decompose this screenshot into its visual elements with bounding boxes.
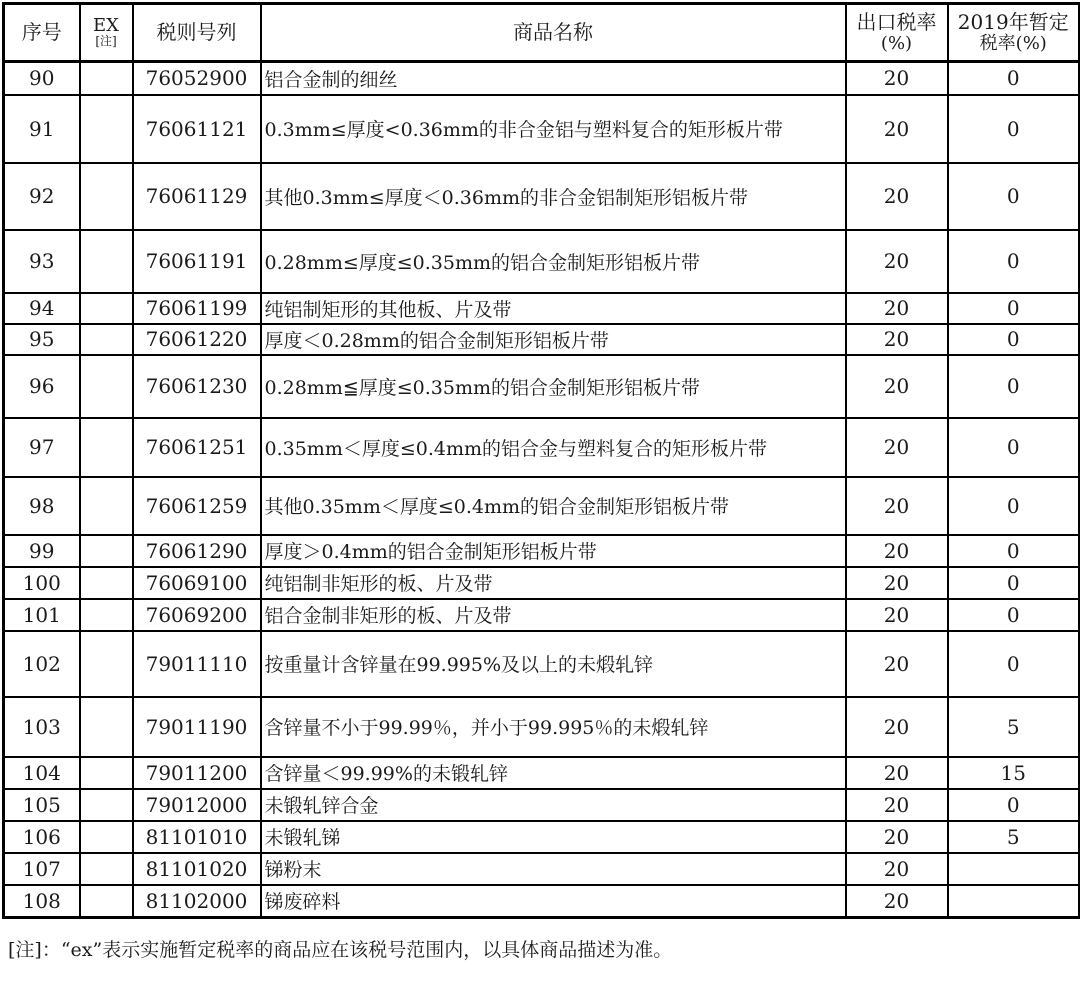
row-export-rate: 20	[846, 293, 948, 324]
row-ex	[80, 293, 133, 324]
header-serial-number-label: 序号	[21, 20, 62, 44]
row-export-rate: 20	[846, 418, 948, 477]
header-serial-number	[4, 4, 80, 62]
row-serial-number: 96	[4, 355, 80, 418]
row-ex	[80, 324, 133, 355]
header-product-name	[261, 4, 846, 62]
row-serial-number: 101	[4, 599, 80, 631]
row-provisional-rate: 15	[948, 757, 1080, 789]
table-row	[4, 885, 1080, 918]
table-row	[4, 821, 1080, 853]
row-export-rate: 20	[846, 853, 948, 885]
row-product-name: 未锻轧锌合金	[261, 789, 846, 821]
row-product-name: 其他0.35mm＜厚度≤0.4mm的铝合金制矩形铝板片带	[261, 477, 846, 535]
row-export-rate: 20	[846, 757, 948, 789]
row-export-rate: 20	[846, 821, 948, 853]
table-row	[4, 757, 1080, 789]
header-ex-label: EX	[93, 14, 119, 36]
row-serial-number: 95	[4, 324, 80, 355]
row-product-name: 0.3mm≤厚度<0.36mm的非合金铝与塑料复合的矩形板片带	[261, 95, 846, 163]
row-ex	[80, 697, 133, 757]
row-product-name: 含锌量不小于99.99％，并小于99.995％的未煅轧锌	[261, 697, 846, 757]
row-ex	[80, 853, 133, 885]
row-tariff-code: 76061199	[133, 293, 261, 324]
table-row	[4, 95, 1080, 163]
header-row	[4, 4, 1080, 62]
row-provisional-rate: 0	[948, 599, 1080, 631]
row-product-name: 锑废碎料	[261, 885, 846, 918]
table-row	[4, 324, 1080, 355]
row-serial-number: 94	[4, 293, 80, 324]
row-serial-number: 106	[4, 821, 80, 853]
row-provisional-rate: 0	[948, 789, 1080, 821]
row-serial-number: 99	[4, 535, 80, 567]
row-ex	[80, 757, 133, 789]
row-export-rate: 20	[846, 697, 948, 757]
row-product-name: 锑粉末	[261, 853, 846, 885]
row-provisional-rate: 0	[948, 418, 1080, 477]
row-export-rate: 20	[846, 885, 948, 918]
row-product-name: 纯铝制矩形的其他板、片及带	[261, 293, 846, 324]
row-ex	[80, 631, 133, 697]
header-export-rate	[846, 4, 948, 62]
row-ex	[80, 789, 133, 821]
header-product-name-label: 商品名称	[513, 20, 593, 44]
row-tariff-code: 81101020	[133, 853, 261, 885]
header-export-rate-label: 出口税率	[856, 9, 937, 34]
table-row	[4, 631, 1080, 697]
table-row	[4, 599, 1080, 631]
row-provisional-rate: 0	[948, 631, 1080, 697]
table-row	[4, 62, 1080, 95]
row-provisional-rate: 0	[948, 230, 1080, 293]
row-ex	[80, 567, 133, 599]
row-tariff-code: 76061129	[133, 163, 261, 230]
row-tariff-code: 76061121	[133, 95, 261, 163]
row-tariff-code: 76069200	[133, 599, 261, 631]
row-export-rate: 20	[846, 535, 948, 567]
row-serial-number: 108	[4, 885, 80, 918]
table-header	[4, 4, 1080, 62]
row-ex	[80, 163, 133, 230]
row-export-rate: 20	[846, 324, 948, 355]
row-ex	[80, 230, 133, 293]
header-tariff-code-label: 税则号列	[156, 20, 237, 44]
row-tariff-code: 81102000	[133, 885, 261, 918]
row-export-rate: 20	[846, 163, 948, 230]
row-provisional-rate: 0	[948, 324, 1080, 355]
footnote: [注]：“ex”表示实施暂定税率的商品应在该税号范围内，以具体商品描述为准。	[8, 939, 673, 961]
table-row	[4, 567, 1080, 599]
row-export-rate: 20	[846, 599, 948, 631]
row-export-rate: 20	[846, 355, 948, 418]
row-tariff-code: 76061220	[133, 324, 261, 355]
row-provisional-rate: 0	[948, 62, 1080, 95]
row-export-rate: 20	[846, 230, 948, 293]
row-ex	[80, 62, 133, 95]
row-serial-number: 93	[4, 230, 80, 293]
row-product-name: 其他0.3mm≤厚度＜0.36mm的非合金铝制矩形铝板片带	[261, 163, 846, 230]
row-tariff-code: 76061191	[133, 230, 261, 293]
header-provisional-rate	[948, 4, 1080, 62]
row-product-name: 0.35mm＜厚度≤0.4mm的铝合金与塑料复合的矩形板片带	[261, 418, 846, 477]
row-provisional-rate: 0	[948, 567, 1080, 599]
row-provisional-rate: 0	[948, 95, 1080, 163]
row-export-rate: 20	[846, 477, 948, 535]
row-serial-number: 107	[4, 853, 80, 885]
row-provisional-rate: 5	[948, 821, 1080, 853]
table-row	[4, 355, 1080, 418]
row-tariff-code: 79011200	[133, 757, 261, 789]
table-row	[4, 293, 1080, 324]
row-tariff-code: 76061259	[133, 477, 261, 535]
header-tariff-code	[133, 4, 261, 62]
row-serial-number: 90	[4, 62, 80, 95]
row-product-name: 纯铝制非矩形的板、片及带	[261, 567, 846, 599]
row-serial-number: 91	[4, 95, 80, 163]
header-ex-note: [注]	[95, 33, 117, 48]
row-serial-number: 105	[4, 789, 80, 821]
row-product-name: 含锌量＜99.99%的未锻轧锌	[261, 757, 846, 789]
row-provisional-rate: 0	[948, 477, 1080, 535]
row-serial-number: 98	[4, 477, 80, 535]
row-provisional-rate: 0	[948, 163, 1080, 230]
row-provisional-rate	[948, 885, 1080, 918]
row-provisional-rate: 0	[948, 293, 1080, 324]
row-tariff-code: 76052900	[133, 62, 261, 95]
row-ex	[80, 599, 133, 631]
row-product-name: 铝合金制非矩形的板、片及带	[261, 599, 846, 631]
row-product-name: 0.28mm≦厚度≤0.35mm的铝合金制矩形铝板片带	[261, 355, 846, 418]
row-ex	[80, 418, 133, 477]
row-provisional-rate: 0	[948, 355, 1080, 418]
row-ex	[80, 95, 133, 163]
table-row	[4, 230, 1080, 293]
row-tariff-code: 81101010	[133, 821, 261, 853]
row-product-name: 厚度＜0.28mm的铝合金制矩形铝板片带	[261, 324, 846, 355]
row-product-name: 0.28mm≤厚度≤0.35mm的铝合金制矩形铝板片带	[261, 230, 846, 293]
tariff-table	[2, 2, 1080, 919]
header-ex	[80, 4, 133, 62]
row-serial-number: 103	[4, 697, 80, 757]
row-tariff-code: 79012000	[133, 789, 261, 821]
row-provisional-rate	[948, 853, 1080, 885]
row-serial-number: 100	[4, 567, 80, 599]
row-provisional-rate: 0	[948, 535, 1080, 567]
table-row	[4, 535, 1080, 567]
row-export-rate: 20	[846, 62, 948, 95]
row-ex	[80, 477, 133, 535]
row-serial-number: 97	[4, 418, 80, 477]
row-ex	[80, 355, 133, 418]
row-tariff-code: 79011190	[133, 697, 261, 757]
row-serial-number: 102	[4, 631, 80, 697]
table-row	[4, 163, 1080, 230]
row-ex	[80, 821, 133, 853]
row-tariff-code: 79011110	[133, 631, 261, 697]
row-tariff-code: 76061251	[133, 418, 261, 477]
table-row	[4, 853, 1080, 885]
header-provisional-rate-label: 2019年暂定	[957, 9, 1069, 34]
table-row	[4, 789, 1080, 821]
header-export-rate-unit: (%)	[880, 32, 913, 54]
table-row	[4, 418, 1080, 477]
table-row	[4, 477, 1080, 535]
row-tariff-code: 76061230	[133, 355, 261, 418]
row-ex	[80, 885, 133, 918]
row-provisional-rate: 5	[948, 697, 1080, 757]
row-export-rate: 20	[846, 789, 948, 821]
row-product-name: 铝合金制的细丝	[261, 62, 846, 95]
row-ex	[80, 535, 133, 567]
header-provisional-rate-unit: 税率(%)	[979, 32, 1047, 54]
table-row	[4, 697, 1080, 757]
row-export-rate: 20	[846, 567, 948, 599]
row-tariff-code: 76061290	[133, 535, 261, 567]
row-product-name: 按重量计含锌量在99.995%及以上的未煅轧锌	[261, 631, 846, 697]
row-product-name: 未锻轧锑	[261, 821, 846, 853]
row-serial-number: 92	[4, 163, 80, 230]
table-body	[4, 62, 1080, 918]
row-export-rate: 20	[846, 95, 948, 163]
row-tariff-code: 76069100	[133, 567, 261, 599]
row-serial-number: 104	[4, 757, 80, 789]
row-export-rate: 20	[846, 631, 948, 697]
row-product-name: 厚度＞0.4mm的铝合金制矩形铝板片带	[261, 535, 846, 567]
